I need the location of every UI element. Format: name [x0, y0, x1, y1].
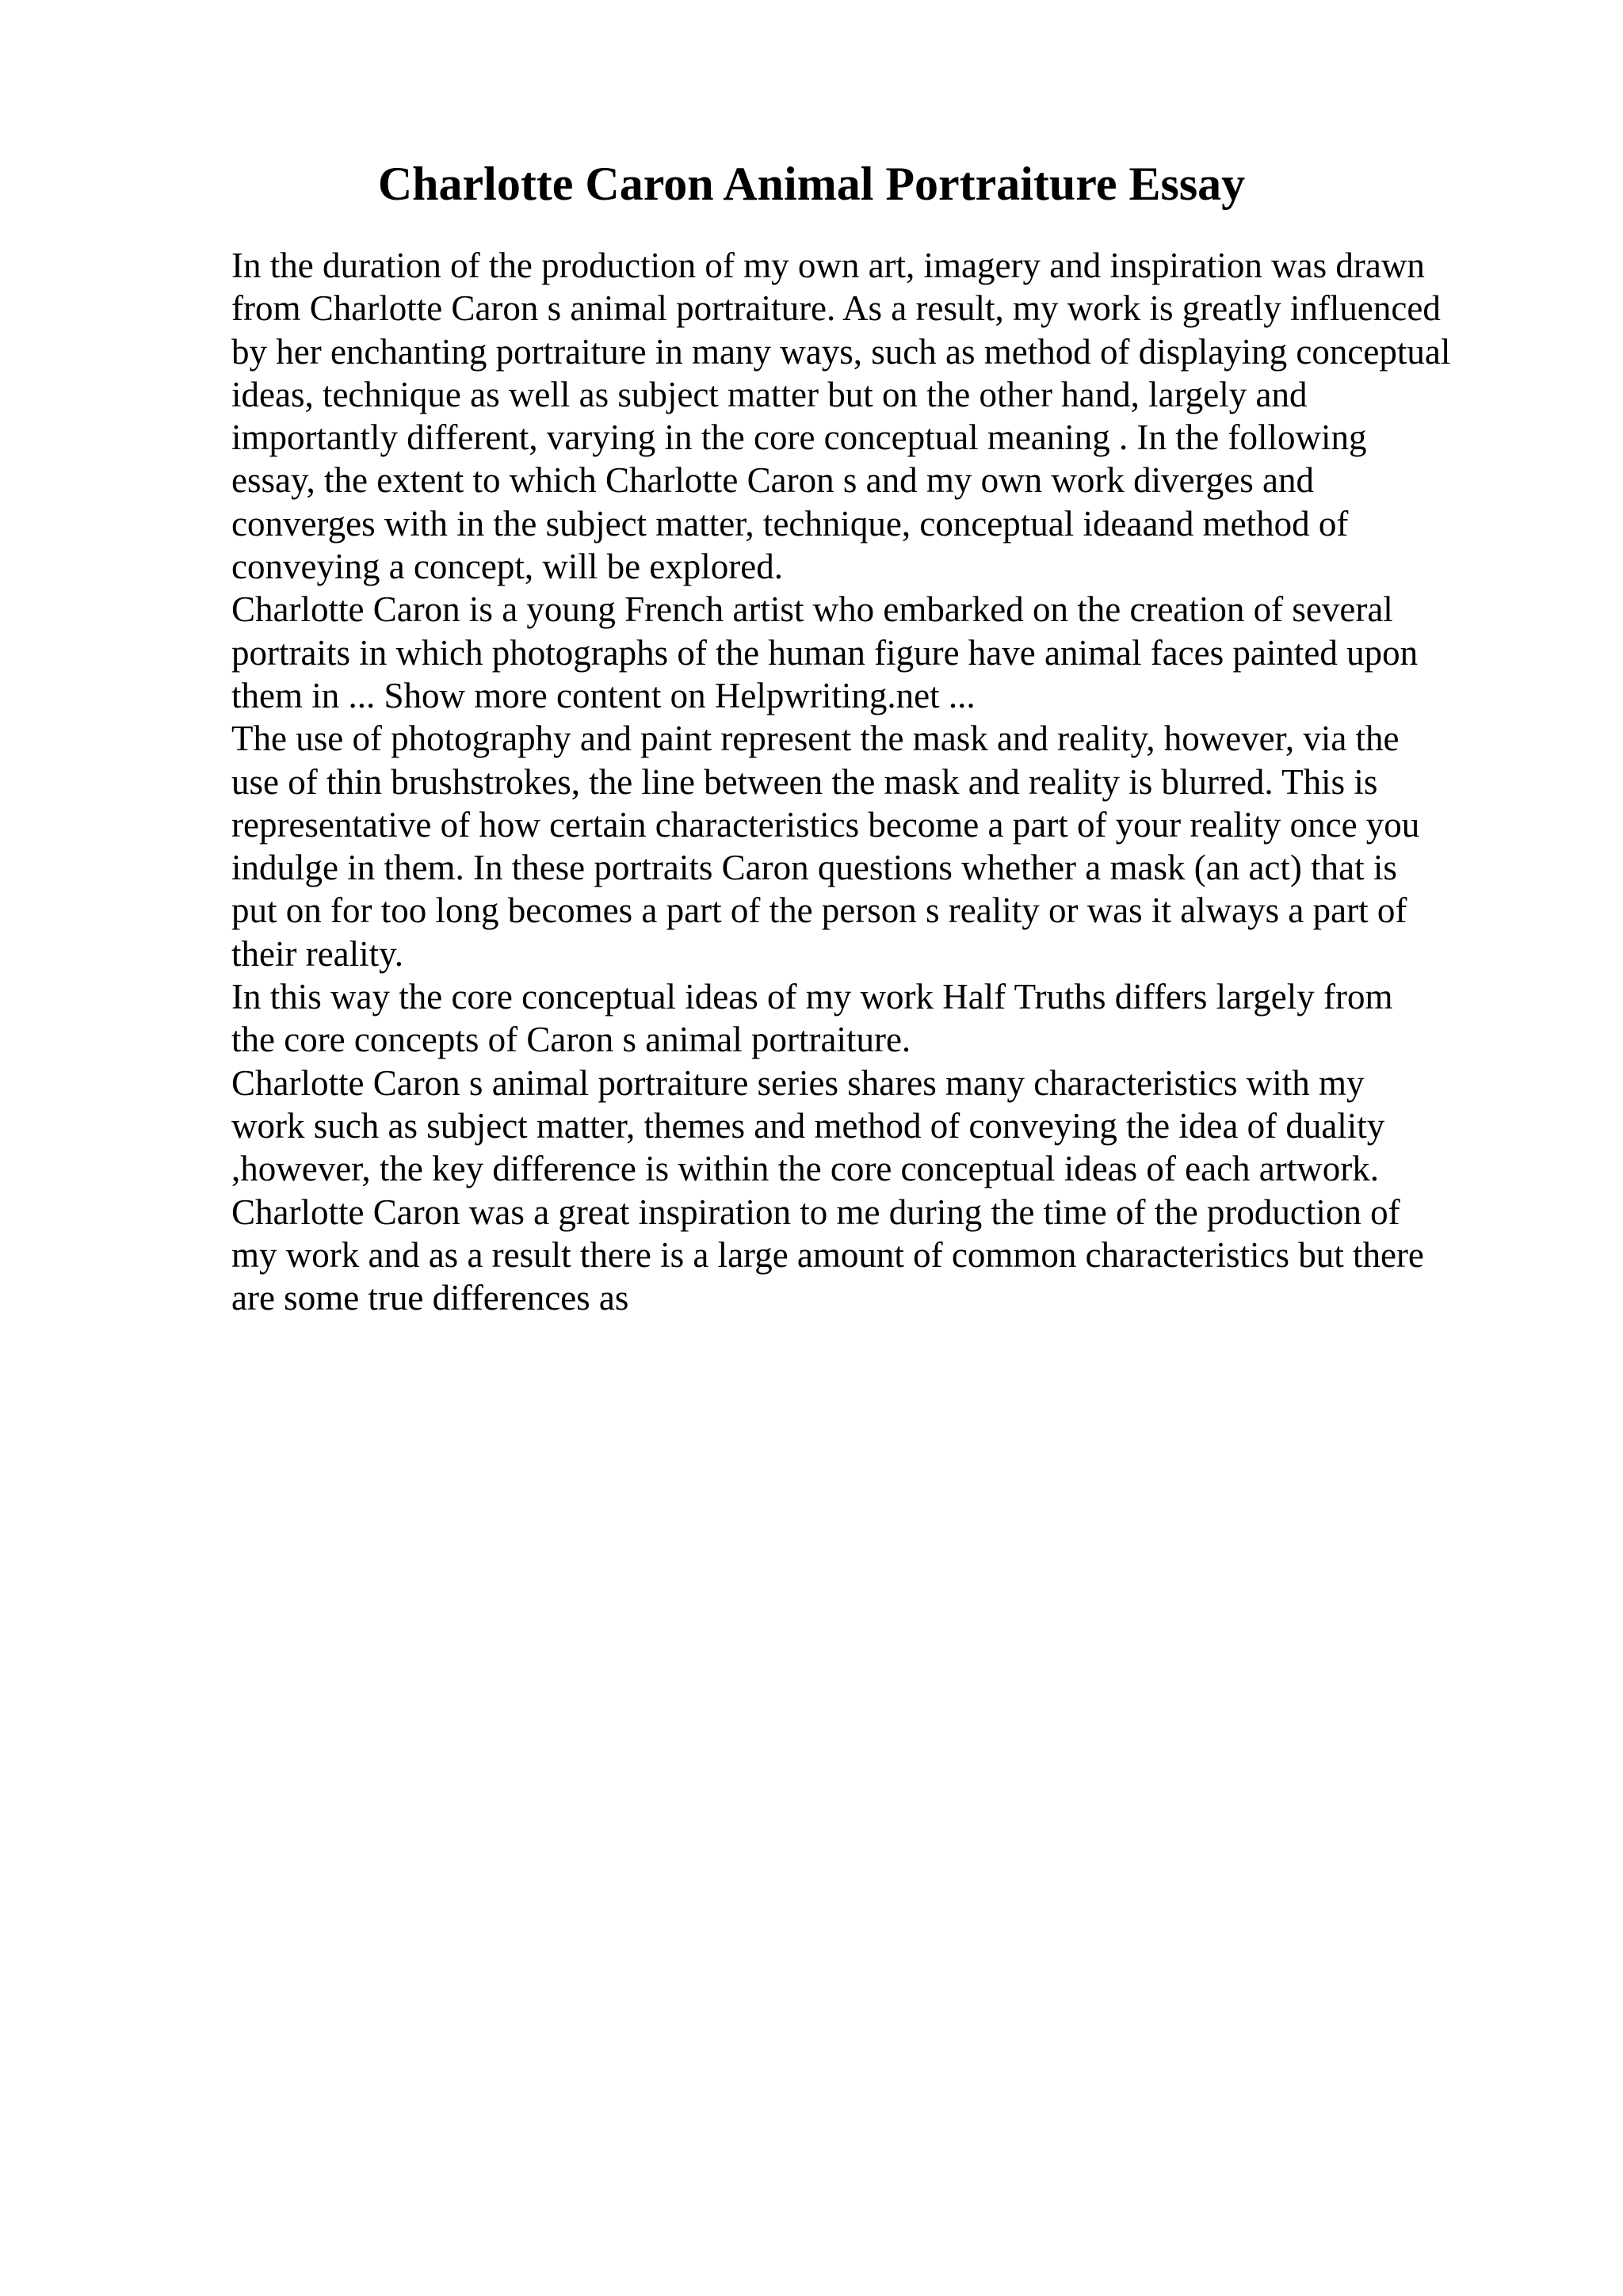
essay-line: converges with in the subject matter, technique, conceptual ideaand method of [231, 503, 1349, 543]
essay-line: are some true differences as [231, 1278, 629, 1318]
essay-line: Charlotte Caron s animal portraiture series shares many characteristics with my [231, 1062, 1365, 1103]
essay-line: my work and as a result there is a large amount of common characteristics but there [231, 1234, 1424, 1275]
essay-line: The use of photography and paint represent the mask and reality, however, via the [231, 719, 1400, 759]
essay-line: from Charlotte Caron s animal portraiture. As a result, my work is greatly influenced [231, 288, 1441, 329]
essay-body [231, 244, 1515, 1319]
essay-line: representative of how certain characteristics become a part of your reality once you [231, 804, 1420, 845]
essay-line: Charlotte Caron is a young French artist who embarked on the creation of several [231, 589, 1393, 630]
essay-line: ,however, the key difference is within the core conceptual ideas of each artwork. [231, 1149, 1379, 1189]
essay-line: work such as subject matter, themes and method of conveying the idea of duality [231, 1105, 1385, 1146]
essay-line: their reality. [231, 933, 403, 974]
essay-line: In the duration of the production of my own art, imagery and inspiration was drawn [231, 246, 1425, 285]
essay-line: them in ... Show more content on Helpwriting.net ... [231, 675, 976, 715]
essay-line: Charlotte Caron was a great inspiration to me during the time of the production of [231, 1192, 1400, 1232]
essay-line: portraits in which photographs of the human figure have animal faces painted upon [231, 632, 1419, 673]
essay-line: ideas, technique as well as subject matter but on the other hand, largely and [231, 374, 1308, 414]
document-title: Charlotte Caron Animal Portraiture Essay [377, 158, 1246, 210]
essay-line: indulge in them. In these portraits Caron questions whether a mask (an act) that is [231, 848, 1397, 888]
essay-line: essay, the extent to which Charlotte Caron s and my own work diverges and [231, 460, 1314, 501]
essay-line: by her enchanting portraiture in many ways, such as method of displaying conceptual [231, 331, 1451, 372]
essay-line: conveying a concept, will be explored. [231, 547, 784, 587]
essay-line: importantly different, varying in the core conceptual meaning . In the following [231, 418, 1367, 458]
essay-line: the core concepts of Caron s animal portraiture. [231, 1020, 911, 1060]
essay-line: use of thin brushstrokes, the line between the mask and reality is blurred. This is [231, 761, 1378, 802]
essay-line: put on for too long becomes a part of the person s reality or was it always a part of [231, 891, 1407, 931]
essay-line: In this way the core conceptual ideas of my work Half Truths differs largely from [231, 977, 1393, 1017]
